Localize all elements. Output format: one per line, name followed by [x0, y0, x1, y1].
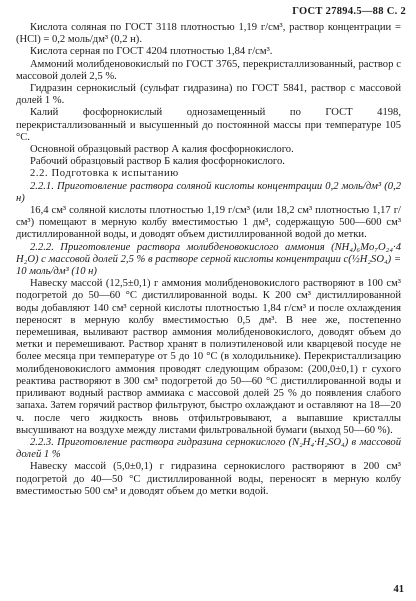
paragraph: Кислота соляная по ГОСТ 3118 плотностью 1,19 г/см³, раствор концентрации = (HCl) = 0,2 моль/дм³ (0,2 н).	[16, 22, 401, 46]
subsection-heading: 2.2.3. Приготовление раствора гидразина сернокислого (N₂H₄·H₂SO₄) в массовой долей 1 %	[16, 436, 401, 461]
paragraph: Калий фосфорнокислый однозамещенный по ГОСТ 4198, перекристаллизованный и высушенный до постоянной массы при температуре 105 °С.	[16, 107, 401, 143]
subsection-heading: 2.2.1. Приготовление раствора соляной кислоты концентрации 0,2 моль/дм³ (0,2 н)	[16, 180, 401, 204]
paragraph: Кислота серная по ГОСТ 4204 плотностью 1,84 г/см³.	[30, 46, 273, 58]
paragraph: 16,4 см³ соляной кислоты плотностью 1,19 г/см³ (или 18,2 см³ плотностью 1,17 г/см³) помещают в мерную колбу вместимостью 1 дм³, содержащую 500—600 см³ дистиллированной воды, и доводят объем дистиллированной водой до метки.	[16, 205, 401, 241]
paragraph: Основной образцовый раствор А калия фосфорнокислого.	[30, 144, 294, 156]
paragraph: Гидразин сернокислый (сульфат гидразина) по ГОСТ 5841, раствор с массовой долей 1 %.	[16, 83, 401, 107]
document-body	[16, 22, 401, 498]
page-number: 41	[393, 584, 404, 595]
paragraph: Навеску массой (12,5±0,1) г аммония молибденовокислого растворяют в 100 см³ подогретой до 50—60 °С дистиллированной воды. К 200 см³ дистиллированной воды добавляют 140 см³ серной кислоты плотностью 1,84 г/см³ и после охлаждения переносят в мерную колбу вместимостью 0,5 дм³. В нее же, постепенно перемешивая, выливают раствор аммония молибденовокислого, доводят объем до метки и перемешивают. Раствор хранят в полиэтиленовой или кварцевой посуде не более месяца при температуре от 5 до 10 °С (в холодильнике). Перекристаллизацию молибденовокислого аммония проводят следующим образом: (200,0±0,1) г сухого реактива растворяют в 300 см³ подогретой до 50—60 °С дистиллированной воды и приливают водный раствор аммиака с массовой долей 25 % до появления слабого запаха. Затем горячий раствор фильтруют, быстро охлаждают и оставляют на 18—20 ч. после чего жидкость вновь отфильтровывают, а выпавшие кристаллы высушивают на воздухе между листами фильтровальной бумаги (выход 50—60 %).	[16, 278, 401, 436]
section-heading: 2.2. Подготовка к испытанию	[30, 168, 179, 180]
page-header: ГОСТ 27894.5—88 С. 2	[292, 6, 406, 17]
subsection-heading: 2.2.2. Приготовление раствора молибденовокислого аммония (NH₄)₆Mo₇O₂₄·4 H₂O) с массовой долей 2,5 % в растворе серной кислоты концентрации c(½H₂SO₄) = 10 моль/дм³ (10 н)	[16, 241, 401, 278]
paragraph: Навеску массой (5,0±0,1) г гидразина сернокислого растворяют в 200 см³ подогретой до 40—50 °С дистиллированной воды, переносят в мерную колбу вместимостью 500 см³ и доводят объем до метки водой.	[16, 461, 401, 497]
paragraph: Аммоний молибденовокислый по ГОСТ 3765, перекристаллизованный, раствор с массовой долей 2,5 %.	[16, 58, 401, 82]
paragraph: Рабочий образцовый раствор Б калия фосфорнокислого.	[30, 156, 285, 168]
